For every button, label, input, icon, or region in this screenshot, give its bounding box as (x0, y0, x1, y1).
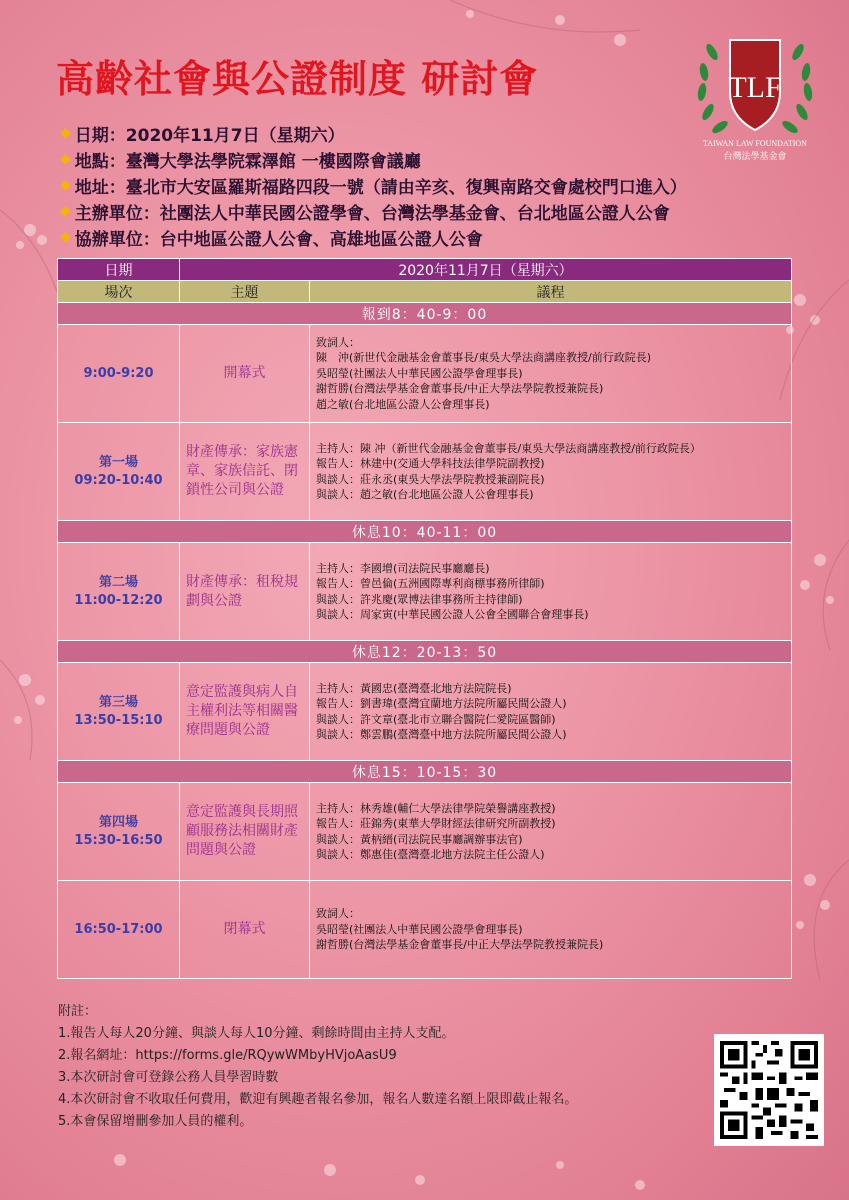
col-agenda: 議程 (310, 281, 792, 303)
table-header-row (58, 281, 792, 303)
note-item: 4.本次研討會不收取任何費用，歡迎有興趣者報名參加，報名人數達名額上限即截止報名。 (58, 1092, 578, 1107)
event-info (60, 120, 840, 250)
diamond-icon: ◆ (60, 229, 71, 245)
logo-initials: TLF (728, 71, 782, 104)
session4-topic: 意定監護與長期照顧服務法相關財產問題與公證 (180, 783, 310, 881)
col-session: 場次 (58, 281, 180, 303)
break2-row: 休息12：20-13：50 (58, 641, 792, 663)
col-topic: 主題 (180, 281, 310, 303)
note-item: 1.報告人每人20分鐘、與談人每人10分鐘、剩餘時間由主持人支配。 (58, 1026, 455, 1041)
session2-label: 第二場 11:00-12:20 (58, 543, 180, 641)
notes-heading: 附註： (58, 1004, 98, 1019)
session2-topic: 財產傳承：租稅規劃與公證 (180, 543, 310, 641)
opening-topic: 開幕式 (180, 325, 310, 423)
date-label: 日期 (58, 259, 180, 281)
diamond-icon: ◆ (60, 151, 71, 167)
date-value: 2020年11月7日（星期六） (180, 259, 792, 281)
registration-row: 報到8：40-9：00 (58, 303, 792, 325)
session2-detail: 主持人：李國增(司法院民事廳廳長) 報告人：曾邑倫(五洲國際專利商標事務所律師) 與談人：許兆慶(眾博法律事務所主持律師) 與談人：周家寅(中華民國公證人公會全國聯合會理事長) (310, 543, 792, 641)
note-item: 5.本會保留增刪參加人員的權利。 (58, 1114, 253, 1129)
session3-detail: 主持人：黃國忠(臺灣臺北地方法院院長) 報告人：劉書瑋(臺灣宜蘭地方法院所屬民間公證人) 與談人：許文章(臺北市立聯合醫院仁愛院區醫師) 與談人：鄭雲鵬(臺灣臺中地方法院所屬民間公證人) (310, 663, 792, 761)
opening-time: 9:00-9:20 (58, 325, 180, 423)
session1-row (58, 423, 792, 521)
closing-time: 16:50-17:00 (58, 881, 180, 979)
info-venue: ◆ 地點： 臺灣大學法學院霖澤館 一樓國際會議廳 (60, 151, 421, 172)
diamond-icon: ◆ (60, 177, 71, 193)
notes-section (58, 1000, 708, 1132)
break3-row: 休息15：10-15：30 (58, 761, 792, 783)
session1-label: 第一場 09:20-10:40 (58, 423, 180, 521)
session4-row (58, 783, 792, 881)
info-date: ◆ 日期： 2020年11月7日（星期六） (60, 125, 345, 146)
session2-row (58, 543, 792, 641)
session1-topic: 財產傳承：家族憲章、家族信託、閉鎖性公司與公證 (180, 423, 310, 521)
opening-detail: 致詞人： 陳 沖(新世代金融基金會董事長/東吳大學法商講座教授/前行政院長) 吳昭瑩(社團法人中華民國公證學會理事長) 謝哲勝(台灣法學基金會董事長/中正大學法學院教授兼院長) 趙之敏(台北地區公證人公會理事長) (310, 325, 792, 423)
logo-name-en: TAIWAN LAW FOUNDATION (703, 139, 807, 148)
session3-topic: 意定監護與病人自主權利法等相關醫療問題與公證 (180, 663, 310, 761)
closing-detail: 致詞人： 吳昭瑩(社團法人中華民國公證學會理事長) 謝哲勝(台灣法學基金會董事長/中正大學法學院教授兼院長) (310, 881, 792, 979)
diamond-icon: ◆ (60, 125, 71, 141)
closing-row (58, 881, 792, 979)
session1-detail: 主持人：陳 冲（新世代金融基金會董事長/東吳大學法商講座教授/前行政院長） 報告人：林建中(交通大學科技法律學院副教授) 與談人：莊永丞(東吳大學法學院教授兼副院長) 與談人：趙之敏(台北地區公證人公會理事長) (310, 423, 792, 521)
info-organizer: ◆ 主辦單位： 社團法人中華民國公證學會、台灣法學基金會、台北地區公證人公會 (60, 203, 670, 224)
table-date-row (58, 259, 792, 281)
opening-row (58, 325, 792, 423)
diamond-icon: ◆ (60, 203, 71, 219)
session4-detail: 主持人：林秀雄(輔仁大學法律學院榮譽講座教授) 報告人：莊錦秀(東華大學財經法律研究所副教授) 與談人：黃柄縉(司法院民事廳調辦事法官) 與談人：鄭惠佳(臺灣臺北地方法院主任公證人) (310, 783, 792, 881)
closing-topic: 閉幕式 (180, 881, 310, 979)
page-title: 高齡社會與公證制度 研討會 (56, 57, 539, 101)
session3-label: 第三場 13:50-15:10 (58, 663, 180, 761)
break1-row: 休息10：40-11：00 (58, 521, 792, 543)
logo-name-zh: 台灣法學基金會 (723, 152, 787, 162)
note-registration-link[interactable]: 2.報名網址：https://forms.gle/RQywWMbyHVjoAasU9 (58, 1048, 397, 1063)
session3-row (58, 663, 792, 761)
info-co-organizer: ◆ 協辦單位： 台中地區公證人公會、高雄地區公證人公會 (60, 229, 483, 250)
info-address: ◆ 地址： 臺北市大安區羅斯福路四段一號（請由辛亥、復興南路交會處校門口進入） (60, 177, 687, 198)
registration-qr-code[interactable] (714, 1034, 824, 1146)
note-item: 3.本次研討會可登錄公務人員學習時數 (58, 1070, 279, 1085)
schedule-table (57, 258, 792, 979)
qr-code-icon (720, 1040, 818, 1140)
session4-label: 第四場 15:30-16:50 (58, 783, 180, 881)
